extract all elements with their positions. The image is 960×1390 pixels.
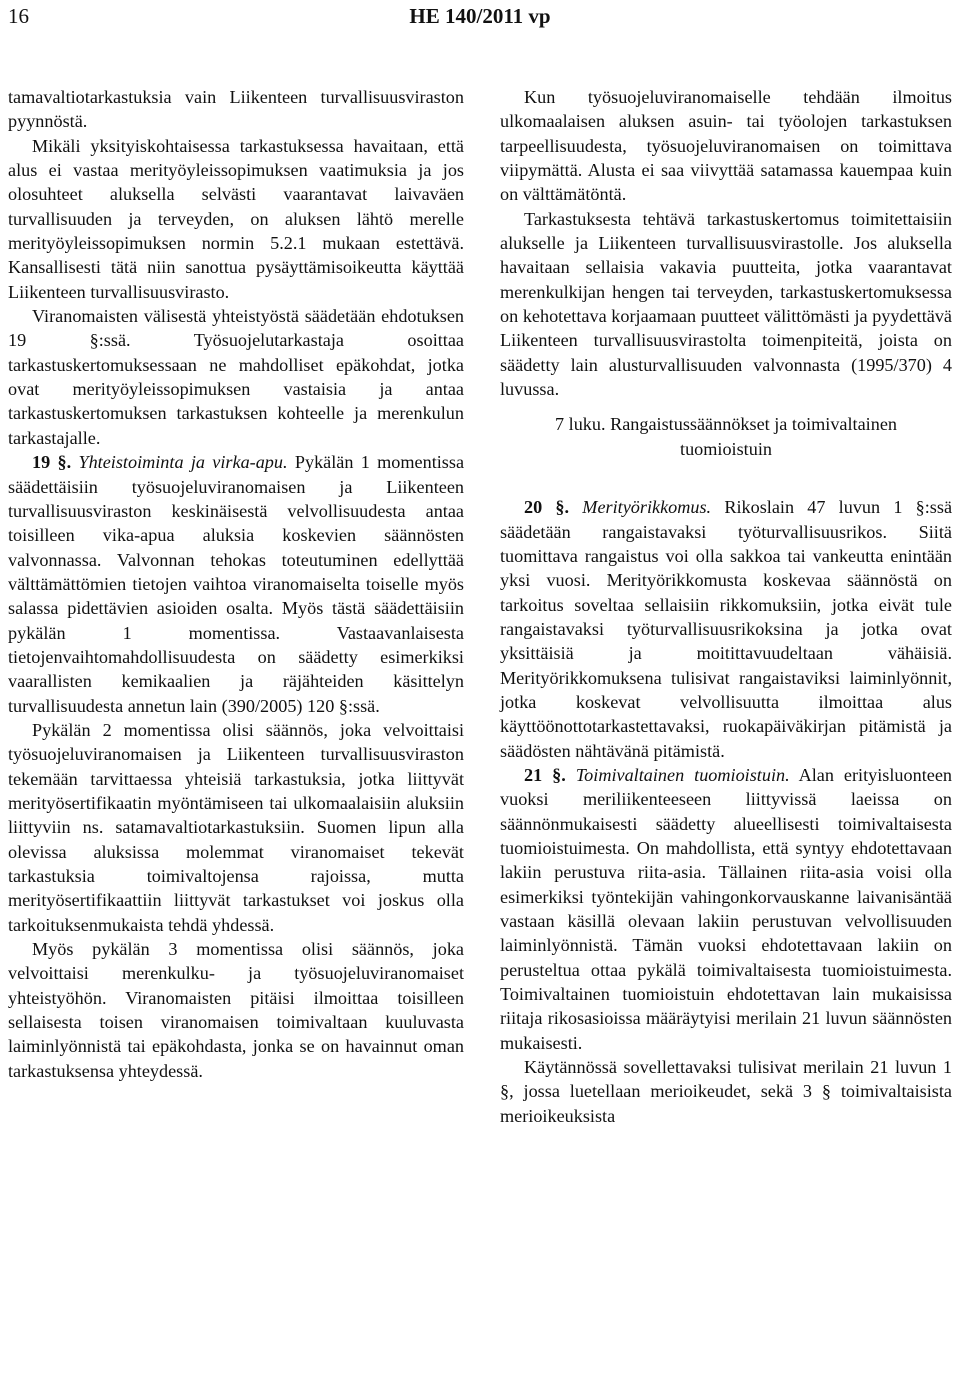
paragraph: Mikäli yksityiskohtaisessa tarkastuksessa havaitaan, että alus ei vastaa merityöyleissopimuksen vaatimuksia ja jos olosuhteet aluksella selvästi vaarantavat laivaväen turvallisuuden ja terveyden, on aluksen lähtö merelle merityöyleissopimuksen normin 5.2.1 mukaan estettävä. Kansallisesti tätä niin sanottua pysäyttämisoikeutta käyttää Liikenteen turvallisuusvirasto. [8,135,464,302]
paragraph: Käytännössä sovellettavaksi tulisivat merilain 21 luvun 1 §, jossa luetellaan merioikeudet, sekä 3 § toimivaltaisista merioikeuksista [500,1057,952,1126]
paragraph: Tarkastuksesta tehtävä tarkastuskertomus toimitettaisiin alukselle ja Liikenteen turvallisuusvirastolle. Jos aluksella havaitaan sellaisia vakavia puutteita, jotka vaarantavat merenkulkijan hengen tai terveyden, tarkastuskertomuksessa on kehotettava korjaamaan puutteet välittömästi ja pyydettävä Liikenteen turvallisuusvirastolta toimenpiteitä, joista on säädetty lain alusturvallisuuden valvonnasta (1995/370) 4 luvussa. [500,208,952,400]
paragraph: tamavaltiotarkastuksia vain Liikenteen turvallisuusviraston pyynnöstä. [8,87,464,132]
section-text: Alan erityisluonteen vuoksi meriliikenteeseen liittyvissä laeissa on säännönmukaisesti säädetty alueellisesti toimivaltaisesta tuomioistuimesta. On mahdollista, että syntyy ehdotettavaan lakiin perustuva riita-asia. Tällainen riita-asia voisi olla esimerkiksi työntekijän vahingonkorvauskanne laivanisäntää vastaan käsillä olevaan lakiin perustuvan velvollisuuden laiminlyönnistä. Tämän vuoksi ehdotettavaan lakiin on perusteltua ottaa pykälä toimivaltaisesta tuomioistuimesta. Toimivaltainen tuomioistuin ehdotettavan lain mukaisissa riitaja rikosasioissa määräytyisi merilain 21 luvun säännösten mukaisesti. [500,764,952,1053]
page-header [0,4,960,34]
paragraph: Viranomaisten välisestä yhteistyöstä säädetään ehdotuksen 19 §:ssä. Työsuojelutarkastaja osoittaa tarkastuskertomuksessaan ne mahdolliset epäkohdat, jotka ovat merityöyleissopimuksen vastaisia ja antaa tarkastuskertomuksen tarkastuksen kohteelle ja merenkulun tarkastajalle. [8,306,464,448]
section-number: 20 §. [524,497,570,518]
right-column [500,85,952,1128]
left-column [8,85,464,1083]
section-number: 21 §. [524,764,566,785]
page-number: 16 [8,4,29,28]
document-id: HE 140/2011 vp [409,4,551,28]
section-19 [8,450,464,718]
chapter-heading: 7 luku. Rangaistussäännökset ja toimivaltainen tuomioistuin [555,414,897,459]
section-title: Toimivaltainen tuomioistuin. [575,764,790,785]
section-title: Yhteistoiminta ja virka-apu. [78,452,288,473]
section-20 [500,495,952,763]
section-title: Merityörikkomus. [582,497,712,518]
section-number: 19 §. [32,452,72,473]
paragraph: Pykälän 2 momentissa olisi säännös, joka velvoittaisi työsuojeluviranomaisen ja Liikenteen turvallisuusviraston tekemään tarvittaessa yhteisiä tarkastuksia, jotka liittyvät merityösertifikaatin myöntämiseen tai ulkomaalaisiin aluksiin liittyviin ns. satamavaltiotarkastuksiin. Suomen lipun alla olevissa aluksissa molemmat viranomaiset tekevät tarkastuksia toimivaltojensa rajoissa, mutta merityösertifikaattiin liittyvät tarkastukset voi joskus olla tarkoituksenmukaista tehdä yhdessä. [8,719,464,935]
paragraph: Myös pykälän 3 momentissa olisi säännös, joka velvoittaisi merenkulku- ja työsuojeluviranomaiset yhteistyöhön. Viranomaisten pitäisi ilmoittaa toisilleen sellaisesta toisen viranomaisen toimivaltaan kuuluvasta laiminlyönnistä tai epäkohdasta, jonka se on havainnut oman tarkastuksensa yhteydessä. [8,939,464,1081]
section-text: Pykälän 1 momentissa säädettäisiin työsuojeluviranomaisen ja Liikenteen turvallisuusviraston keskinäisestä velvollisuudesta antaa toisilleen vika-apua aluksia koskevien säännösten valvonnassa. Valvonnan tehokas toteutuminen edellyttää välttämättömien tietojen vaihtoa viranomaiselta toiselle myös salassa pidettävien asioiden osalta. Myös tästä säädettäisiin pykälän 1 momentissa. Vastaavanlaisesta tietojenvaihtomahdollisuudesta on säädetty esimerkiksi vaarallisten kemikaalien ja räjähteiden käsittelyn turvallisuudesta annetun lain (390/2005) 120 §:ssä. [8,452,465,716]
section-text: Rikoslain 47 luvun 1 §:ssä säädetään rangaistavaksi työturvallisuusrikos. Siitä tuomittava rangaistus voi olla sakkoa tai vankeutta enintään yksi vuosi. Merityörikkomusta koskevaa säännöstä on tarkoitus soveltaa sellaisiin rikkomuksiin, jotka eivät tule rangaistavaksi työturvallisuusrikoksina ja jotka ovat yksittäisiä ja moitittavuudeltaan vähäisiä. Merityörikkomuksena tulisivat rangaistaviksi laiminlyönnit, jotka koskevat velvollisuutta ilmoittaa alus käyttöönottotarkastettavaksi, ruokapäiväkirjan pitämistä ja säädösten nähtävänä pitämistä. [500,497,953,761]
section-21 [500,763,952,1055]
paragraph: Kun työsuojeluviranomaiselle tehdään ilmoitus ulkomaalaisen aluksen asuin- tai työolojen tarkastuksen tarpeellisuudesta, työsuojeluviranomaisen on toimittava viipymättä. Alusta ei saa viivyttää satamassa kauempaa kuin on välttämätöntä. [500,87,952,205]
